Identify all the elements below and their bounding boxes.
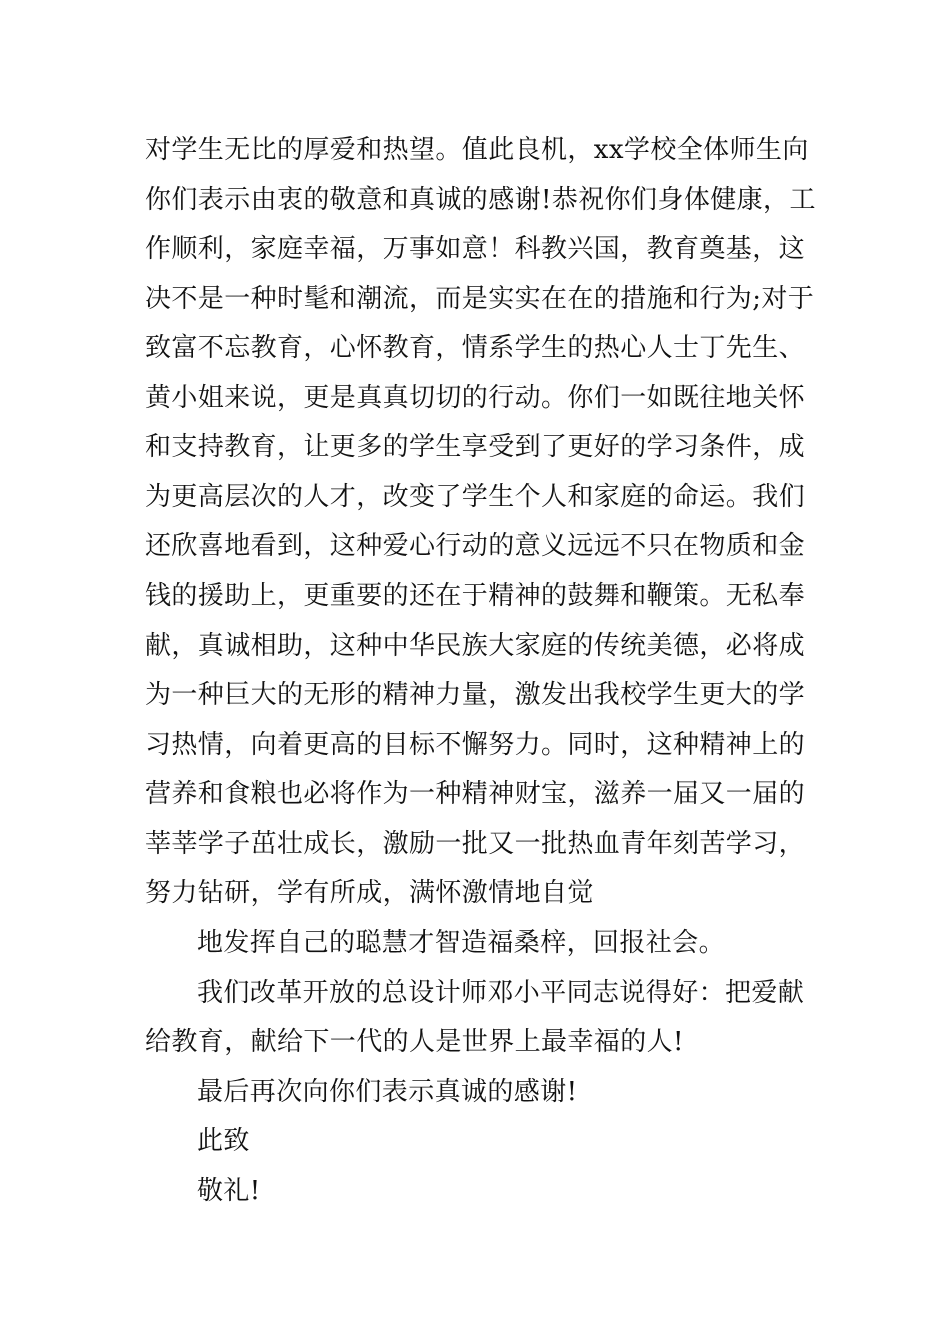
body-text-line: 还欣喜地看到，这种爱心行动的意义远远不只在物质和金 bbox=[145, 531, 806, 561]
body-text-line: 营养和食粮也必将作为一种精神财宝，滋养一届又一届的 bbox=[145, 779, 806, 809]
body-text-line: 钱的援助上，更重要的还在于精神的鼓舞和鞭策。无私奉 bbox=[145, 581, 806, 611]
closing-salutation: 敬礼! bbox=[197, 1176, 261, 1206]
body-text-line: 黄小姐来说，更是真真切切的行动。你们一如既往地关怀 bbox=[145, 383, 806, 413]
body-text-line: 决不是一种时髦和潮流，而是实实在在的措施和行为;对于 bbox=[145, 284, 815, 314]
body-text-line: 致富不忘教育，心怀教育，情系学生的热心人士丁先生、 bbox=[145, 333, 806, 363]
body-text-line: 和支持教育，让更多的学生享受到了更好的学习条件，成 bbox=[145, 432, 806, 462]
paragraph-line: 给教育，献给下一代的人是世界上最幸福的人! bbox=[145, 1027, 684, 1057]
body-text-line: 对学生无比的厚爱和热望。值此良机，xx学校全体师生向 bbox=[145, 135, 809, 165]
paragraph-line: 我们改革开放的总设计师邓小平同志说得好：把爱献 bbox=[197, 978, 805, 1008]
paragraph-line: 最后再次向你们表示真诚的感谢! bbox=[197, 1077, 578, 1107]
body-text-line: 努力钻研，学有所成，满怀激情地自觉 bbox=[145, 878, 594, 908]
body-text-line: 习热情，向着更高的目标不懈努力。同时，这种精神上的 bbox=[145, 730, 806, 760]
body-text-line: 为更高层次的人才，改变了学生个人和家庭的命运。我们 bbox=[145, 482, 806, 512]
body-text-line: 作顺利，家庭幸福，万事如意！科教兴国，教育奠基，这 bbox=[145, 234, 806, 264]
closing-salutation: 此致 bbox=[197, 1126, 250, 1156]
paragraph-line: 地发挥自己的聪慧才智造福桑梓，回报社会。 bbox=[197, 928, 726, 958]
body-text-line: 莘莘学子茁壮成长，激励一批又一批热血青年刻苦学习， bbox=[145, 829, 806, 859]
body-text-line: 你们表示由衷的敬意和真诚的感谢!恭祝你们身体健康，工 bbox=[145, 185, 816, 215]
body-text-line: 为一种巨大的无形的精神力量，激发出我校学生更大的学 bbox=[145, 680, 806, 710]
body-text-line: 献，真诚相助，这种中华民族大家庭的传统美德，必将成 bbox=[145, 631, 806, 661]
